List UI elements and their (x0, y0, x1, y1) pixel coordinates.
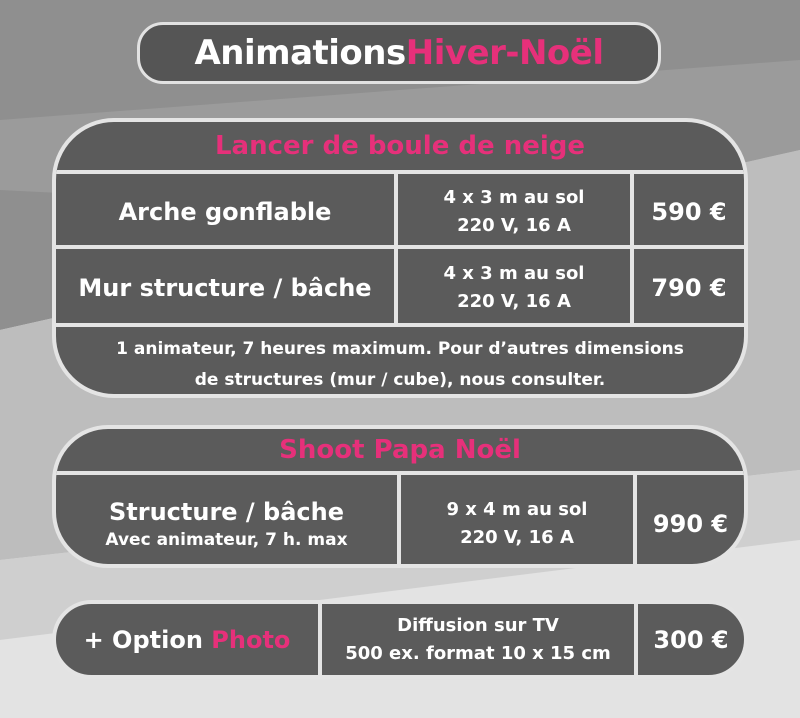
spec-line: 220 V, 16 A (457, 291, 571, 312)
option-label: + Option (83, 625, 212, 654)
spec-line: 500 ex. format 10 x 15 cm (345, 642, 611, 664)
price: 300 € (653, 625, 729, 654)
title-part1: Animations (194, 33, 406, 73)
spec-line: 220 V, 16 A (457, 214, 571, 236)
spec-line: 220 V, 16 A (460, 526, 574, 548)
title-highlight: Hiver-Noël (405, 33, 604, 73)
price: 590 € (651, 197, 727, 226)
row-price (630, 174, 744, 249)
section-santa-shoot (52, 425, 748, 568)
table-row (56, 170, 744, 249)
section-snowball (52, 118, 748, 398)
row-price (633, 475, 744, 568)
section-note (56, 323, 744, 398)
row-label (56, 475, 397, 568)
row-spec (394, 249, 630, 327)
spec-line: Diffusion sur TV (397, 614, 559, 636)
option-highlight: Photo (211, 625, 291, 654)
item-label: Mur structure / bâche (78, 274, 372, 302)
row-spec (397, 475, 633, 568)
row-label (56, 604, 318, 675)
row-label (56, 249, 394, 327)
table-row (56, 471, 744, 568)
note-line: 1 animateur, 7 heures maximum. Pour d’autres dimensions (116, 338, 684, 359)
item-label: Structure / bâche (108, 497, 345, 526)
price: 990 € (652, 509, 729, 538)
row-price (630, 249, 744, 327)
section-snowball-header: Lancer de boule de neige (214, 131, 586, 161)
section-photo-option (52, 600, 748, 679)
row-spec (394, 174, 630, 249)
row-label (56, 174, 394, 249)
table-row (56, 604, 744, 675)
table-row (56, 245, 744, 327)
item-label: Arche gonflable (118, 197, 332, 226)
item-sublabel: Avec animateur, 7 h. max (105, 529, 348, 550)
page-title (137, 22, 661, 84)
row-spec (318, 604, 634, 675)
note-line: de structures (mur / cube), nous consulter. (194, 369, 606, 390)
row-price (634, 604, 744, 675)
note-text (56, 327, 744, 398)
section-santa-shoot-header: Shoot Papa Noël (279, 435, 521, 465)
price: 790 € (651, 274, 727, 302)
spec-line: 9 x 4 m au sol (446, 498, 588, 520)
spec-line: 4 x 3 m au sol (443, 186, 585, 208)
spec-line: 4 x 3 m au sol (443, 263, 585, 284)
